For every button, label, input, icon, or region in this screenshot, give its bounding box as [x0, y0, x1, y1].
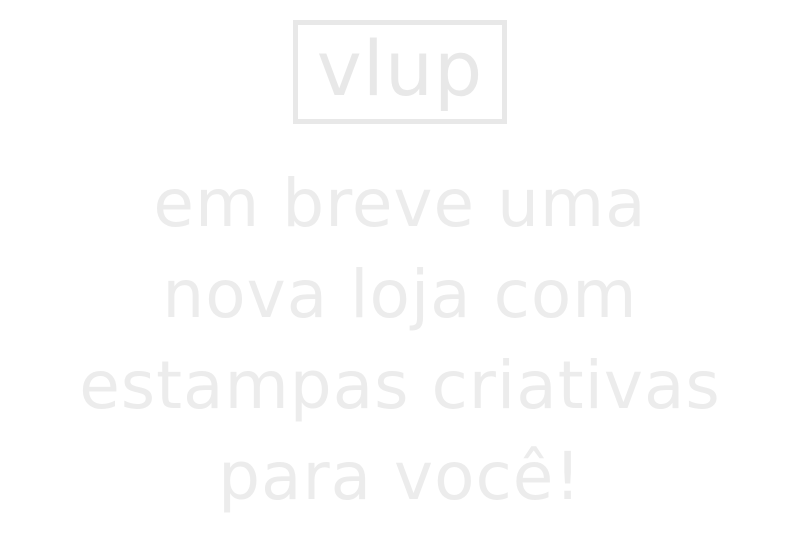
message-line-1: em breve uma — [153, 165, 647, 242]
message-line-2: nova loja com — [162, 256, 638, 333]
coming-soon-message — [0, 158, 800, 522]
brand-logo-text: vlup — [316, 24, 484, 113]
message-line-4: para você! — [218, 438, 582, 515]
message-line-3: estampas criativas — [79, 347, 721, 424]
brand-logo — [293, 20, 507, 124]
